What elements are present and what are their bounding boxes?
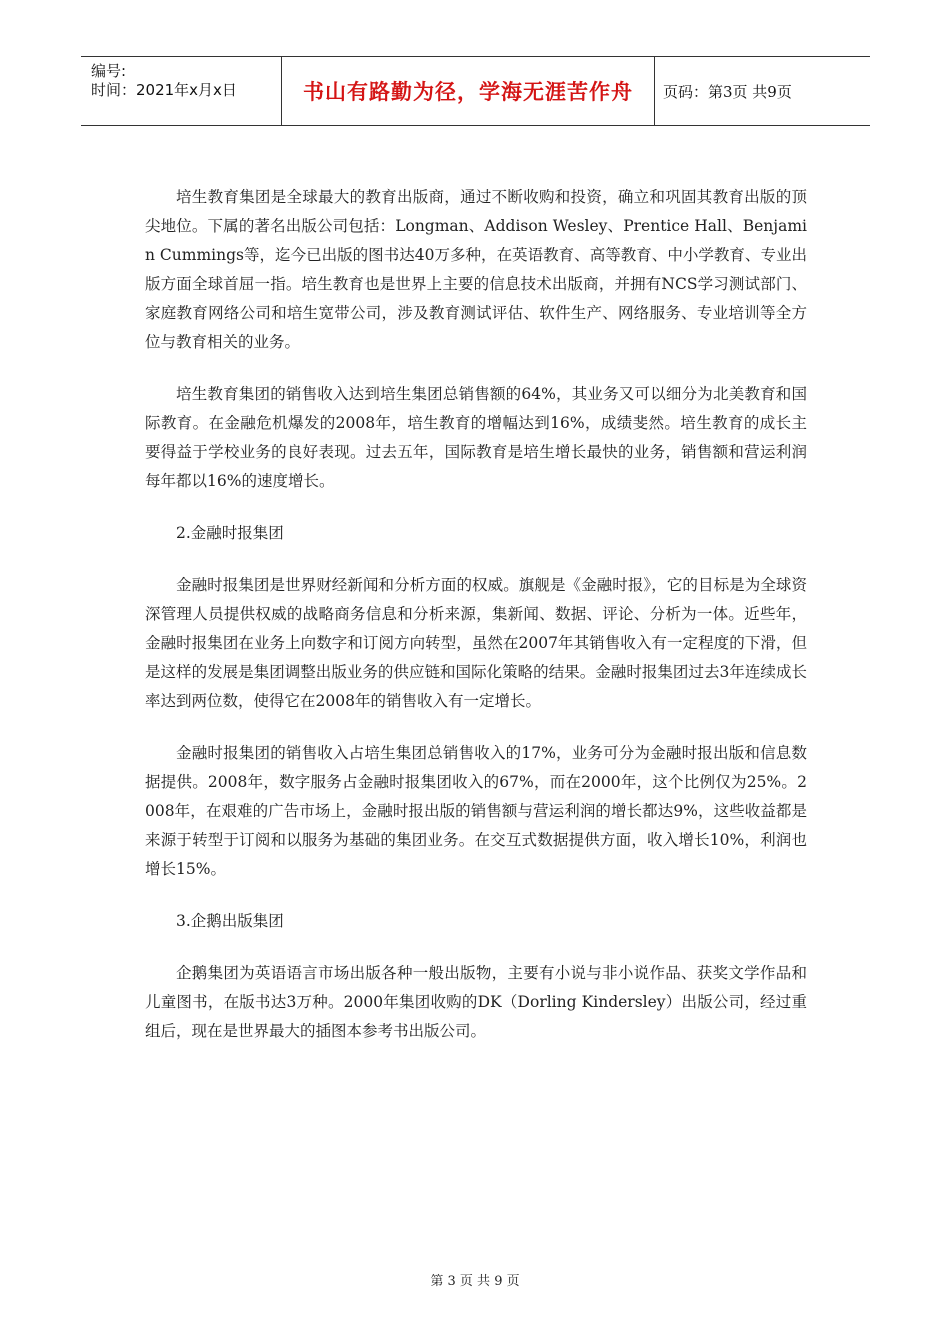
header-page-info: 页码：第3页 共9页 xyxy=(663,82,792,101)
document-body xyxy=(145,183,807,1069)
paragraph: 培生教育集团是全球最大的教育出版商，通过不断收购和投资，确立和巩固其教育出版的顶尖地位。下属的著名出版公司包括：Longman、Addison Wesley、Prentice Hall、Benjamin Cummings等，迄今已出版的图书达40万多种，在英语教育、高等教育、中小学教育、专业出版方面全球首屈一指。培生教育也是世界上主要的信息技术出版商，并拥有NCS学习测试部门、家庭教育网络公司和培生宽带公司，涉及教育测试评估、软件生产、网络服务、专业培训等全方位与教育相关的业务。 xyxy=(145,188,807,351)
page-footer: 第 3 页 共 9 页 xyxy=(430,1274,520,1289)
document-time-label: 时间：2021年x月x日 xyxy=(91,81,237,99)
section-heading: 2.金融时报集团 xyxy=(176,524,284,542)
document-number-label: 编号: xyxy=(91,62,127,80)
header-left-cell xyxy=(81,57,281,125)
header-motto: 书山有路勤为径，学海无涯苦作舟 xyxy=(281,57,655,125)
page-header xyxy=(81,56,870,126)
paragraph: 金融时报集团的销售收入占培生集团总销售收入的17%，业务可分为金融时报出版和信息数据提供。2008年，数字服务占金融时报集团收入的67%，而在2000年，这个比例仅为25%。2008年，在艰难的广告市场上，金融时报出版的销售额与营运利润的增长都达9%，这些收益都是来源于转型于订阅和以服务为基础的集团业务。在交互式数据提供方面，收入增长10%，利润也增长15%。 xyxy=(145,744,807,878)
section-heading: 3.企鹅出版集团 xyxy=(176,912,284,930)
paragraph: 培生教育集团的销售收入达到培生集团总销售额的64%，其业务又可以细分为北美教育和国际教育。在金融危机爆发的2008年，培生教育的增幅达到16%，成绩斐然。培生教育的成长主要得益于学校业务的良好表现。过去五年，国际教育是培生增长最快的业务，销售额和营运利润每年都以16%的速度增长。 xyxy=(145,385,807,490)
paragraph: 企鹅集团为英语语言市场出版各种一般出版物，主要有小说与非小说作品、获奖文学作品和儿童图书，在版书达3万种。2000年集团收购的DK（Dorling Kindersley）出版公司，经过重组后，现在是世界最大的插图本参考书出版公司。 xyxy=(145,964,807,1040)
paragraph: 金融时报集团是世界财经新闻和分析方面的权威。旗舰是《金融时报》，它的目标是为全球资深管理人员提供权威的战略商务信息和分析来源，集新闻、数据、评论、分析为一体。近些年，金融时报集团在业务上向数字和订阅方向转型，虽然在2007年其销售收入有一定程度的下滑，但是这样的发展是集团调整出版业务的供应链和国际化策略的结果。金融时报集团过去3年连续成长率达到两位数，使得它在2008年的销售收入有一定增长。 xyxy=(145,576,807,710)
